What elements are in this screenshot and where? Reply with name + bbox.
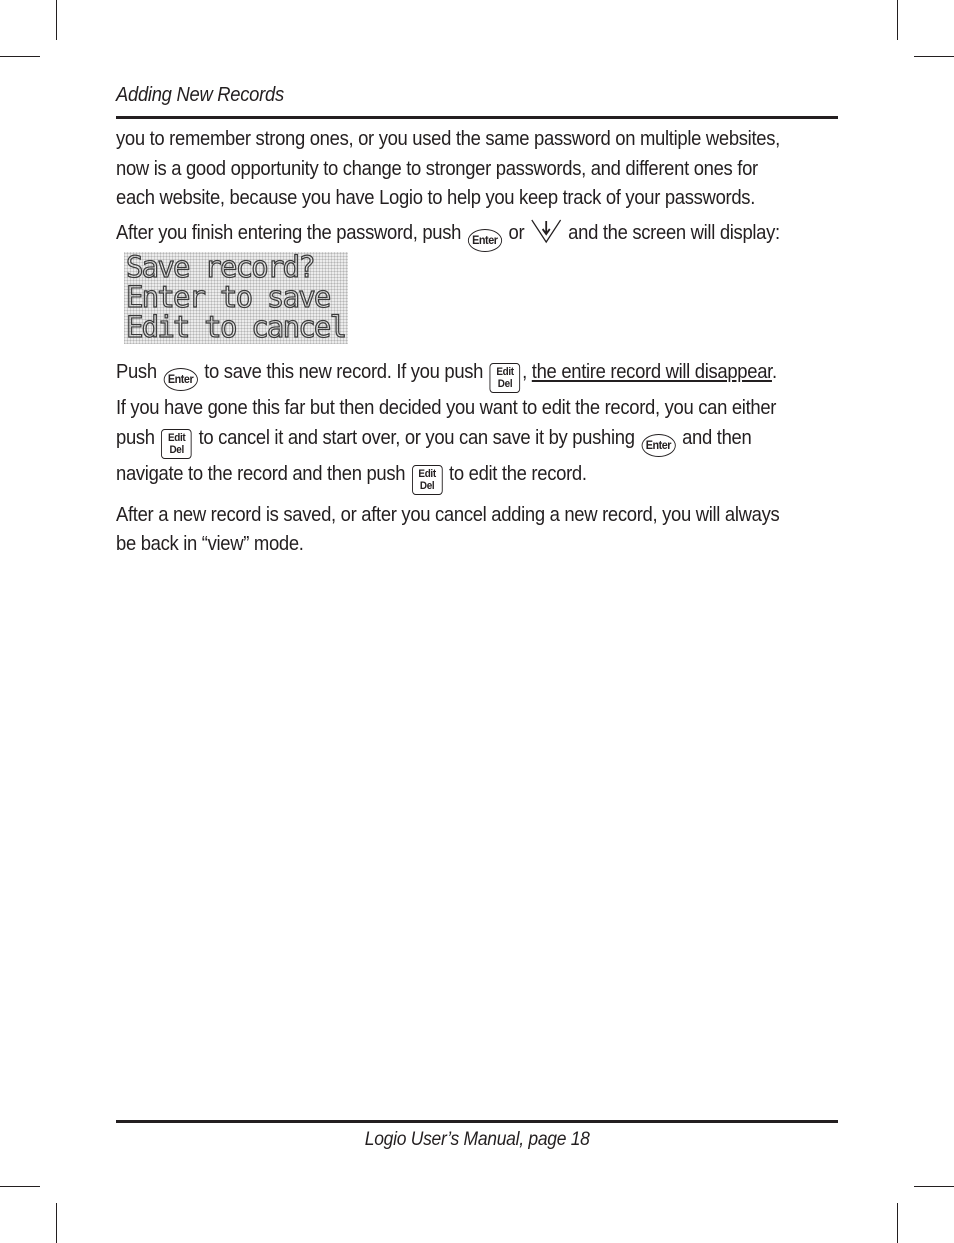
- text-line: be back in “view” mode.: [116, 532, 304, 555]
- key-label: Edit: [418, 467, 436, 480]
- key-label: Del: [419, 479, 435, 492]
- text-run: .: [771, 360, 777, 383]
- key-label: Edit: [167, 431, 186, 444]
- footer-rule: [116, 1120, 838, 1123]
- crop-mark: [897, 1203, 898, 1243]
- text-run: to cancel it and start over, or you can save it by pushing: [198, 425, 635, 449]
- text-line: each website, because you have Logio to help you keep track of your passwords.: [116, 186, 756, 209]
- lcd-line: Enter to save: [126, 280, 330, 314]
- crop-mark: [0, 56, 40, 57]
- edit-del-key-icon: [412, 465, 443, 495]
- header-rule: [116, 116, 838, 119]
- text-line: [116, 423, 766, 459]
- down-arrow-icon: [531, 218, 562, 244]
- text-run: to edit the record.: [449, 461, 587, 485]
- crop-mark: [56, 0, 57, 40]
- edit-del-key-icon: [490, 363, 521, 393]
- text-line: If you have gone this far but then decided you want to edit the record, you can either: [116, 396, 777, 419]
- crop-mark: [56, 1203, 57, 1243]
- text-run: to save this new record. If you push: [204, 360, 484, 383]
- text-run: and the screen will display:: [568, 220, 780, 244]
- lcd-line: Save record?: [126, 250, 314, 284]
- text-run: or: [508, 220, 525, 244]
- paragraph-4: [116, 500, 780, 559]
- section-title: Adding New Records: [116, 84, 284, 106]
- paragraph-3: [116, 357, 777, 495]
- key-label: Del: [497, 378, 513, 390]
- lcd-line: Edit to cancel: [126, 310, 346, 344]
- crop-mark: [897, 0, 898, 40]
- text-line: now is a good opportunity to change to stronger passwords, and different ones for: [116, 156, 758, 180]
- footer-text: Logio User’s Manual, page 18: [364, 1129, 590, 1150]
- crop-mark: [914, 1186, 954, 1187]
- enter-key-icon: Enter: [163, 368, 197, 391]
- key-label: Edit: [496, 366, 514, 378]
- body-text-lower: [116, 357, 838, 564]
- enter-key-icon: Enter: [641, 434, 675, 457]
- text-line: [116, 357, 777, 393]
- crop-mark: [914, 56, 954, 57]
- text-run: and then: [682, 425, 752, 449]
- lcd-screen: [124, 252, 348, 344]
- text-run: ,: [522, 360, 527, 383]
- text-line: you to remember strong ones, or you used the same password on multiple websites,: [116, 127, 780, 150]
- text-run: push: [116, 425, 155, 449]
- text-line: [116, 459, 766, 495]
- text-run: After you finish entering the password, push: [116, 220, 462, 244]
- body-text: [116, 124, 838, 257]
- text-line: After a new record is saved, or after you cancel adding a new record, you will always: [116, 502, 780, 526]
- text-run: navigate to the record and then push: [116, 461, 406, 485]
- text-run: Push: [116, 360, 157, 383]
- edit-del-key-icon: [161, 429, 192, 459]
- page-footer: [116, 1129, 838, 1151]
- paragraph-1: [116, 124, 780, 213]
- enter-key-icon: Enter: [468, 229, 502, 252]
- crop-mark: [0, 1186, 40, 1187]
- paragraph-2: [116, 218, 780, 252]
- underlined-warning: the entire record will disappear: [531, 360, 772, 383]
- key-label: Del: [169, 443, 184, 456]
